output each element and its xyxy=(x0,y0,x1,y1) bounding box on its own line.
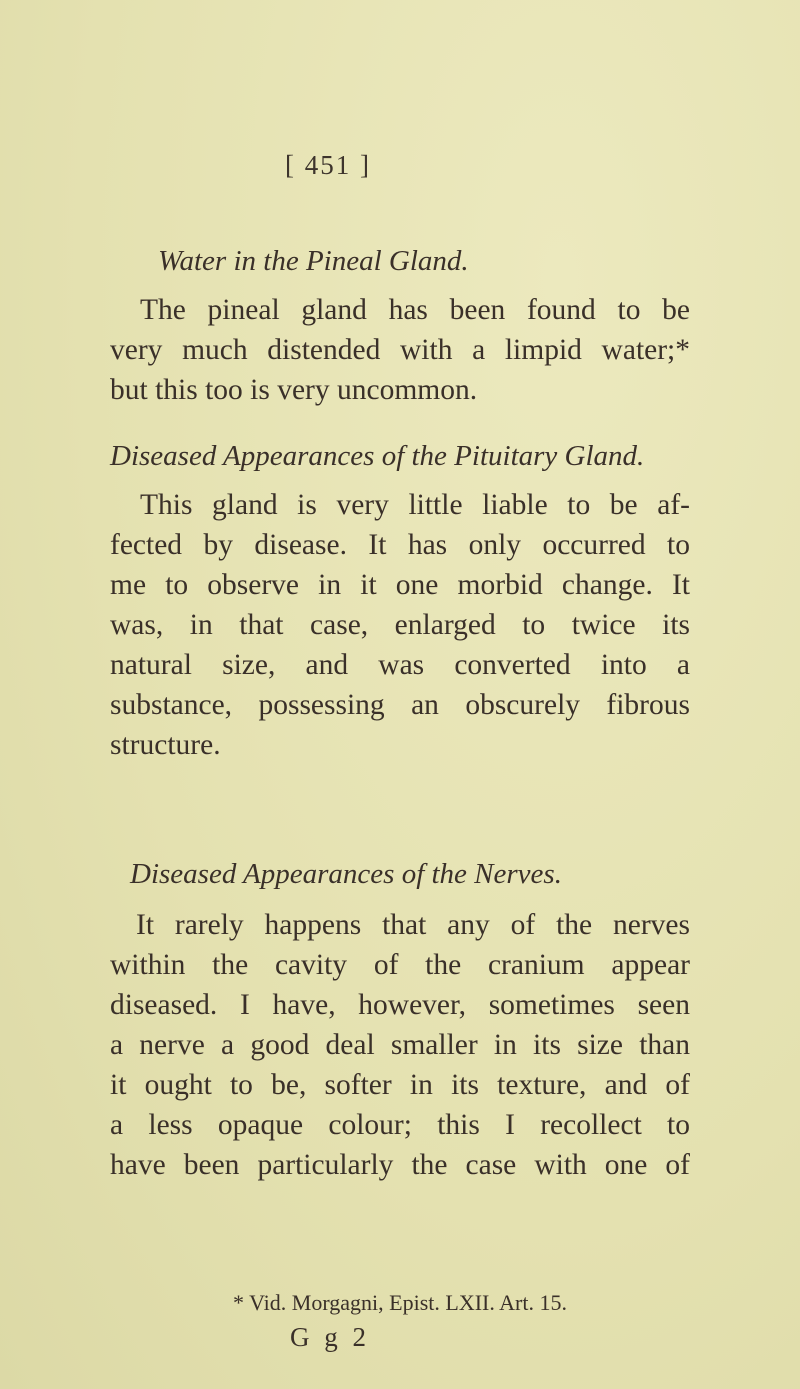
section-heading-pineal: Water in the Pineal Gland. xyxy=(158,245,469,277)
text-line: fected by disease. It has only occurred to xyxy=(110,529,690,561)
footnote: * Vid. Morgagni, Epist. LXII. Art. 15. xyxy=(233,1290,567,1315)
text-line: was, in that case, enlarged to twice its xyxy=(110,609,690,641)
paragraph-nerves xyxy=(110,905,690,1185)
section-heading-pituitary: Diseased Appearances of the Pituitary Gland. xyxy=(110,440,645,472)
signature-mark: G g 2 xyxy=(290,1322,370,1352)
text-line: it ought to be, softer in its texture, and of xyxy=(110,1069,690,1101)
text-line: a less opaque colour; this I recollect to xyxy=(110,1109,690,1141)
text-line: The pineal gland has been found to be xyxy=(140,294,690,326)
text-line: me to observe in it one morbid change. It xyxy=(110,569,690,601)
text-line: but this too is very uncommon. xyxy=(110,374,478,406)
text-line: It rarely happens that any of the nerves xyxy=(136,909,690,941)
page-number: [ 451 ] xyxy=(285,150,371,180)
paragraph-pituitary xyxy=(110,485,690,765)
text-line: This gland is very little liable to be af- xyxy=(140,489,690,521)
text-line: have been particularly the case with one of xyxy=(110,1149,690,1181)
text-line: structure. xyxy=(110,729,221,761)
text-line: natural size, and was converted into a xyxy=(110,649,690,681)
section-heading-nerves: Diseased Appearances of the Nerves. xyxy=(130,858,562,890)
text-line: a nerve a good deal smaller in its size than xyxy=(110,1029,690,1061)
text-line: substance, possessing an obscurely fibrous xyxy=(110,689,690,721)
text-line: very much distended with a limpid water;* xyxy=(110,334,690,366)
text-line: diseased. I have, however, sometimes seen xyxy=(110,989,690,1021)
text-line: within the cavity of the cranium appear xyxy=(110,949,690,981)
paragraph-pineal xyxy=(110,290,690,410)
